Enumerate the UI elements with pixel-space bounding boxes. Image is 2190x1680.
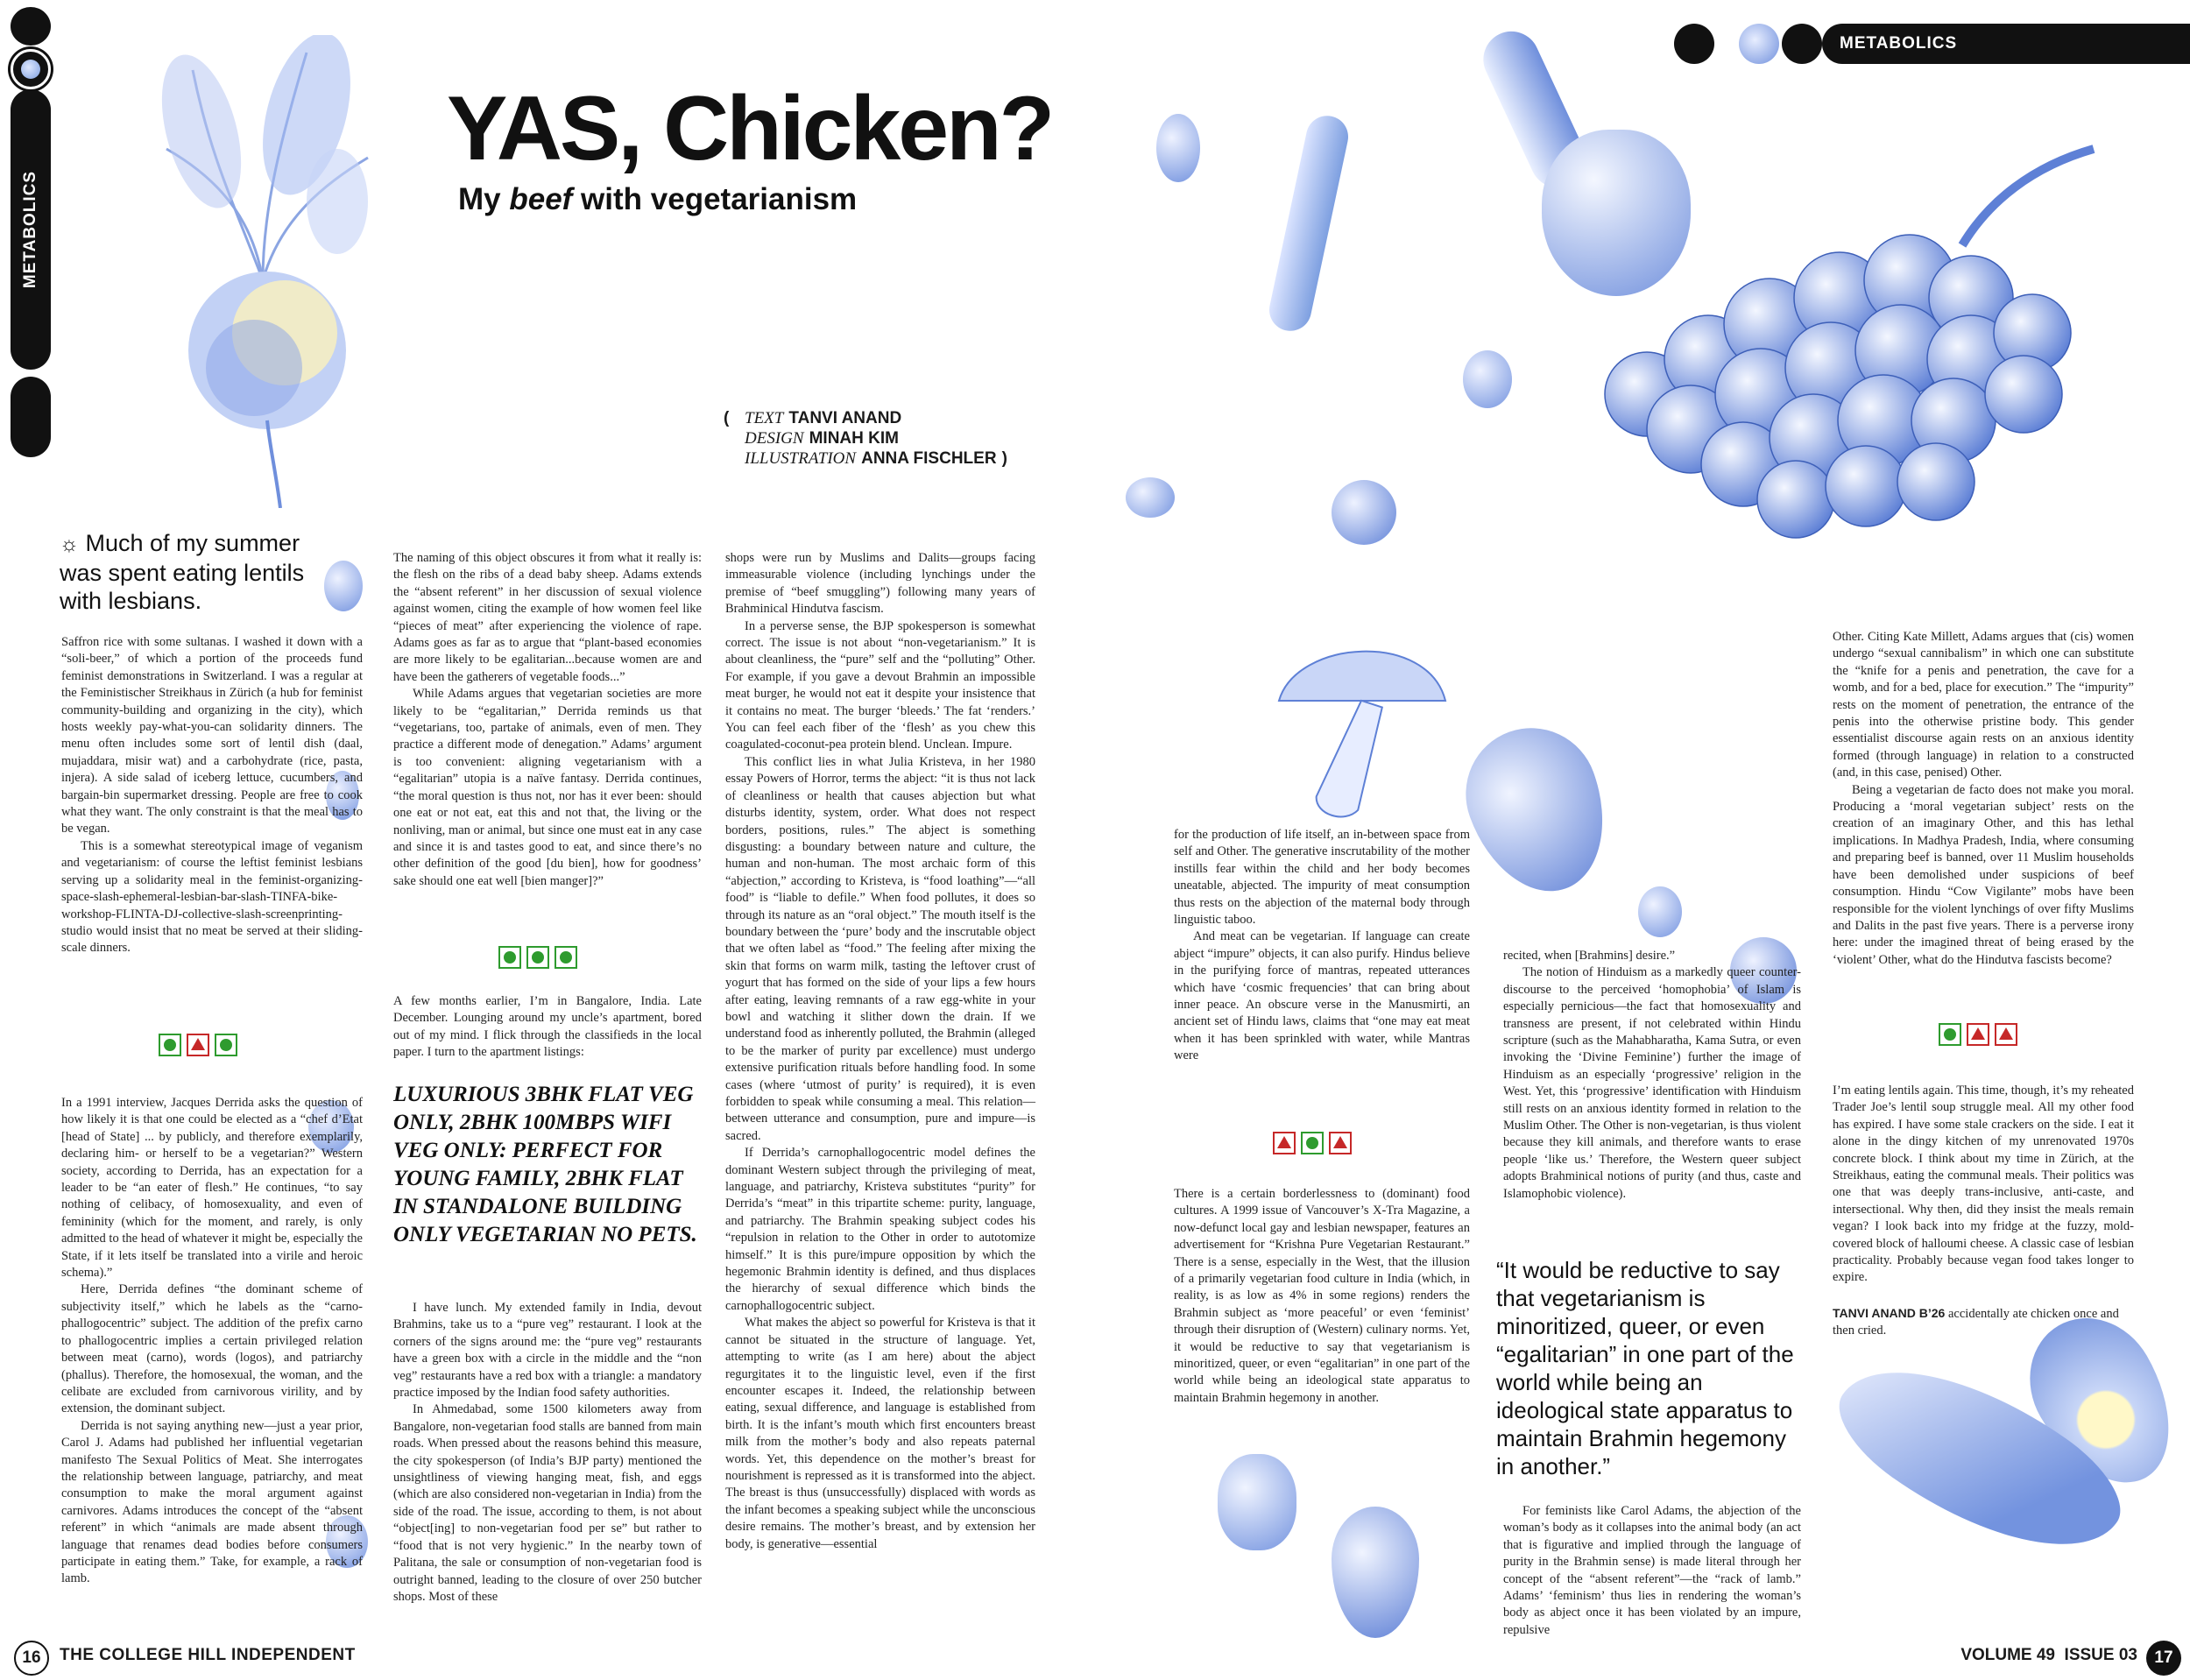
column-2-bottom <box>393 1300 702 1606</box>
lede <box>60 529 340 615</box>
tab-dot-top <box>11 7 51 46</box>
column-2-mid <box>393 993 702 1062</box>
paragraph: I’m eating lentils again. This time, though, it’s my reheated Trader Joe’s lentil soup struggle meal. All my other food has expired. I have some stale crackers on the side. I eat it alone in the dingy kitchen of my unrenovated 1970s concrete block. I think about my time in Zürich, at the Streikhaus, eating the communal meals. Their politics was one that was deeply trans-inclusive, anti-caste, and intersectional. Why then, did they insist the meals remain vegan? I look back into my fridge at the fuzzy, mold-covered block of halloumi cheese. A classic case of lesbian practicality. Probably because vegan food takes longer to expire. <box>1833 1084 2134 1285</box>
article-title: YAS, Chicken? <box>447 78 1053 180</box>
tab-dot-right-1 <box>1674 24 1714 64</box>
paragraph: In a 1991 interview, Jacques Derrida asks the question of how likely it is that one could be elected as a “chef d’Etat [head of State] ... by publicly, and therefore exemplarily, declaring him- or herself to be a vegetarian?” Western society, according to Derrida, has an expectation for a leader to be “an eater of flesh.” He continues, “to say nothing of celibacy, of homosexuality, and even of femininity (which for the moment, and rarely, is only admitted to the head of whatever it might be, especially the State, if it lets itself be translated into a virile and heroic schema).” <box>61 1096 363 1281</box>
paragraph: If Derrida’s carnophallogocentric model defines the dominant Western subject through the privileging of meat, language, and patriarchy, Kristeva substitutes “purity” for Derrida’s “meat” in this tripartite scheme: purity, language, and patriarchy. The Brahmin speaking subject codes his “repulsion in relation to the Other in order to autotomize himself.” It is this pure/impure opposition by which the hegemonic Brahmin identity is defined, and thus displaces the hierarchy of sexual difference which binds the carnophallogocentric subject. <box>725 1146 1035 1313</box>
beet-illustration <box>131 35 394 508</box>
nonveg-symbol-icon <box>1273 1132 1296 1154</box>
veg-symbol-icon <box>555 946 577 969</box>
nonveg-symbol-icon <box>1995 1023 2017 1046</box>
paragraph: And meat can be vegetarian. If language can create abject “impure” objects, it can also purify. Hindus believe in the purifying force of mantras, repeated utterances which have ‘cosmic frequencies’ that can bring about inner peace. An obscure verse in the Manusmirti, an ancient set of Hindu laws, claims that “one may eat meat when it has been sprinkled with water, while Mantras were <box>1174 929 1470 1063</box>
credit-design-name: MINAH KIM <box>809 429 899 448</box>
bean-illustration <box>1126 477 1175 518</box>
lede-text: Much of my summer was spent eating lentils with lesbians. <box>60 530 305 614</box>
bean-illustration <box>1638 886 1682 937</box>
paragraph: The notion of Hinduism as a markedly queer counter-discourse to the perceived ‘homophobia’ of Islam is especially pernicious—the fact that homosexuality and transness are present, if not celebrated within Hindu scripture (such as the Mahabharatha, Kama Sutra, or even invoking the ‘Divine Feminine’) further the image of Hinduism as an especially ‘progressive’ religion in the West. Yet, this ‘progressive’ identification with Hinduism still rests on an anxious identity formed in relation to the Muslim Other. The Other is non-vegetarian, is thus violent because they kill animals, and therefore wants to erase people ‘like us.’ Therefore, the Western queer subject adopts Brahminical notions of purity (and thus, caste and Islamophobic violence). <box>1503 965 1801 1201</box>
paragraph: For feminists like Carol Adams, the abjection of the woman’s body as it collapses into the animal body (an act that is figurative and implied through the language of purity in the Brahmin sense) is made literal through her concept of the “absent referent”—the “rack of lamb.” Adams’ ‘feminism’ thus lies in rendering the woman’s body as abject once it has been violated by an impure, repulsive <box>1503 1504 1801 1637</box>
veg-symbol-icon <box>1939 1023 1961 1046</box>
mushroom-illustration <box>1261 639 1454 832</box>
paragraph: I have lunch. My extended family in India, devout Brahmins, take us to a “pure veg” restaurant. I look at the corners of the signs around me: the “pure veg” restaurants have a green box with a circle in the middle and the “non veg” restaurants have a red box with a triangle: a mandatory practice imposed by the Indian food safety authorities. <box>393 1301 702 1401</box>
blueberry-illustration <box>1332 480 1396 545</box>
column-1-top <box>61 634 363 957</box>
subtitle-post: with vegetarianism <box>572 182 858 216</box>
column-6-bottom <box>1833 1083 2134 1287</box>
column-3 <box>725 550 1035 1553</box>
paragraph: Being a vegetarian de facto does not make you moral. Producing a ‘moral vegetarian subject’ rests on the creation of an imaginary Other, and this has lethal implications. In Madhya Pradesh, India, where consuming and preparing beef is banned, over 11 Muslim households have been demolished under suspicions of beef consumption. Hindu “Cow Vigilante” mobs have been responsible for the violent lynchings of over fifty Muslims and Dalits in the past five years. There is a perverse irony here: under the imagined threat of being erased by the ‘violent’ Other, what do the Hindutva fascists become? <box>1833 782 2134 967</box>
sun-icon: ☼ <box>60 533 79 556</box>
article-subtitle <box>458 182 857 217</box>
paragraph: The naming of this object obscures it from what it really is: the flesh on the ribs of a dead baby sheep. Adams extends the “absent referent” in her discussion of sexual violence against women, citing the example of how women feel like “pieces of meat” after experiencing the violence of rape. Adams goes as far as to argue that “plant-based economies are more likely to be egalitarian...because women are and have been the gatherers of vegetable foods...” <box>393 551 702 684</box>
credit-text-label: TEXT <box>745 409 784 427</box>
credit-illus-name: ANNA FISCHLER <box>861 449 997 468</box>
volume-issue: VOLUME 49 ISSUE 03 <box>1960 1646 2137 1664</box>
paragraph: for the production of life itself, an in-between space from self and Other. The generative inscrutability of the mother instills fear within the child and her body becomes uneatable, abjected. The impurity of meat consumption thus rests on the abjection of the maternal body through linguistic taboo. <box>1174 828 1470 928</box>
section-tab-right <box>1822 24 2190 64</box>
strawberry-illustration <box>1447 709 1628 911</box>
veg-symbol-icon <box>526 946 549 969</box>
food-symbols <box>496 946 580 969</box>
bean-illustration <box>1463 350 1512 408</box>
berry-illustration <box>1218 1454 1296 1550</box>
veg-symbol-icon <box>498 946 521 969</box>
tab-dot-bottom <box>11 377 51 457</box>
tab-dot-right-2 <box>1739 24 1779 64</box>
page-number-right-text: 17 <box>2154 1648 2173 1667</box>
veg-symbol-icon <box>1301 1132 1324 1154</box>
tab-dot-current <box>11 49 51 89</box>
food-symbols <box>156 1034 240 1056</box>
paragraph: Here, Derrida defines “the dominant scheme of subjectivity itself,” which he labels as the “carno-phallogocentric” subject. The addition of the prefix carno to phallogocentric implies a certain privileged relation between meat (carno), words (logos), and patriarchy (phallus). Therefore, the homosexual, the woman, and the celibate are excluded from carnivorous virility, and by extension, the dominant subject. <box>61 1282 363 1416</box>
column-4-top <box>1174 827 1470 1065</box>
page-number-left-text: 16 <box>22 1648 41 1667</box>
column-1-bottom <box>61 1095 363 1588</box>
subtitle-pre: My <box>458 182 510 216</box>
paragraph: This is a somewhat stereotypical image of veganism and vegetarianism: of course the leftist feminist lesbians serving up a solidarity meal in the feminist-organizing-space-slash-ephemeral-lesbian-bar-slash-TINFA-bike-workshop-FLINTA-DJ-collective-slash-screenprinting-studio would insist that no meat be served at their sliding-scale dinners. <box>61 838 363 956</box>
column-5-bottom <box>1503 1503 1801 1639</box>
paragraph: While Adams argues that vegetarian societies are more likely to be “egalitarian,” Derrida reminds us that “vegetarians, too, partake of animals, even of men. They practice a different mode of denegation.” Adams’ argument is too convenient: aligning vegetarianism with a “egalitarian” utopia is a naïve fantasy. Derrida continues, “the moral question is thus not, nor has it ever been: should one eat or not eat, eat this and not that, the living or the nonliving, man or animal, but since one must eat in any case and since it is and tastes good to eat, and since there’s no other definition of the good [du bien], how for goodness’ sake should one eat well [bien manger]?” <box>393 687 702 888</box>
column-5-top <box>1503 948 1801 1203</box>
publication-name: THE COLLEGE HILL INDEPENDENT <box>60 1646 356 1664</box>
credits-close-paren: ) <box>1001 449 1007 468</box>
column-4-bottom <box>1174 1186 1470 1407</box>
section-tab-left <box>11 89 51 370</box>
paragraph: Saffron rice with some sultanas. I washed it down with a “soli-beer,” of which a portion of the proceeds fund feminist demonstrations in Switzerland. I was a regular at the Feministischer Streikhaus in Zürich (a hub for feminist community-building and organizing in the city), which hosts weekly pay-what-you-can solidarity dinners. The menu often includes some sort of lentil dish (daal, mujaddara, misir wat) and a carbohydrate (rice, pasta, injera). A side salad of iceberg lettuce, cucumbers, and bargain-bin supermarket dressing. People are free to cook what they want. The only constraint is that the meal has to be vegan. <box>61 635 363 836</box>
section-tab-right-label: METABOLICS <box>1840 34 1958 53</box>
paragraph: In Ahmedabad, some 1500 kilometers away from Bangalore, non-vegetarian food stalls are banned from main roads. When pressed about the reasons behind this measure, the city spokesperson (of India’s BJP party) mentioned the unsightliness of viewing hanging meat, fish, and eggs (which are also considered non-vegetarian in India) from the side of the road. The issue, according to them, is not about “object[ing] to non-vegetarian food per se” but rather to “food that is not very hygienic.” In the nearby town of Palitana, the sale or consumption of non-vegetarian food is outright banned, leading to the closure of over 250 butcher shops. Most of these <box>393 1402 702 1604</box>
grapes-illustration <box>1577 131 2120 569</box>
paragraph: A few months earlier, I’m in Bangalore, India. Late December. Lounging around my uncle’s apartment, bored out of my mind. I flick through the classifieds in the local paper. I turn to the apartment listings: <box>393 994 702 1060</box>
paragraph: recited, when [Brahmins] desire.” <box>1503 949 1676 963</box>
paragraph: This conflict lies in what Julia Kristeva, in her 1980 essay Powers of Horror, terms the abject: “it is thus not lack of cleanliness or health that causes abjection but what disturbs identity, system, order. What does not respect borders, positions, rules.” The abject is something disgusting: a boundary between nature and culture, the human and non-human. The most archaic form of this “abjection,” according to Kristeva, is “food loathing”—“all food” is “liable to defile.” When food pollutes, it does so through its nature as an “oral object.” The mouth itself is the boundary between the ‘pure’ body and the inscrutable object that we often label as “food.” The feeling after mixing the skin that forms on warm milk, tasting the leftover crust of yogurt that has formed on the side of your lips a few hours after eating, leaving remnants of a raw egg-white in your bowl and watching it slither down the drain. If we understand food as inherently polluted, the Brahmin (alleged to be the marker of purity par excellence) must undergo extensive purification rituals before handling food. In some cases (where ‘utmost of purity’ is required), it is even forbidden to speak while consuming a meal. This relation—between utterance and consumption, pure and impure—is sacred. <box>725 754 1035 1143</box>
section-tab-label: METABOLICS <box>21 170 39 289</box>
credits-block <box>724 408 1007 469</box>
credit-text-name: TANVI ANAND <box>788 409 902 427</box>
paragraph: What makes the abject so powerful for Kristeva is that it cannot be situated in the structure of language. Yet, attempting to write (as I am here) about the abject regurgitates it to the linguistic level, even if the first encounter escapes it. Indeed, the relationship between eating, sexual difference, and language is established from birth. It is the infant’s mouth which first encounters breast milk from the mother’s body and also repeats paternal words. Yet, this dependence on the mother’s breast for nourishment is repressed as it is transformed into the abject. The breast is thus (unsuccessfully) displaced with words as the infant becomes a speaking subject while the unconscious desire remains. The mother’s breast, and by extension her body, is generative—essential <box>725 1316 1035 1551</box>
strawberry-illustration <box>1332 1507 1419 1638</box>
credit-design-label: DESIGN <box>745 429 804 448</box>
paragraph: Other. Citing Kate Millett, Adams argues that (cis) women undergo “sexual cannibalism” in which one can substitute the “knife for a penis and penetration, the cave for a womb, and for a bed, place for execution.” The “impurity” rests on the moment of penetration, the entrance of the penis into the otherwise pristine body. This gender essentialist discourse again rests on an anxious identity formed (through language) in relation to a constructed (and, in this case, penised) Other. <box>1833 630 2134 780</box>
author-bio-name: TANVI ANAND B’26 <box>1833 1306 1946 1320</box>
bean-illustration <box>1156 114 1200 182</box>
author-bio-text: accidentally ate chicken once and then cried. <box>1833 1307 2119 1338</box>
paragraph: In a perverse sense, the BJP spokesperson is somewhat correct. The issue is not about “non-vegetarianism.” It is about cleanliness, the “pure” self and the “polluting” Other. For example, if you gave a devout Brahmin an impossible meat burger, he would not eat it despite your insistence that it contains no meat. The burger ‘bleeds.’ The fat ‘renders.’ You can feel each fiber of the ‘flesh’ as you chew this coagulated-coconut-pea protein blend. Unclean. Impure. <box>725 618 1035 752</box>
page-number-left <box>14 1641 49 1676</box>
page-number-right <box>2146 1641 2181 1676</box>
pull-quote: “It would be reductive to say that vegetarianism is minoritized, queer, or even “egalitarian” in one part of the world while being an ideological state apparatus to maintain Brahmin hegemony in another.” <box>1496 1257 1794 1479</box>
food-symbols <box>1270 1132 1354 1154</box>
nonveg-symbol-icon <box>1967 1023 1989 1046</box>
credit-illus-label: ILLUSTRATION <box>745 449 857 468</box>
veg-symbol-icon <box>215 1034 237 1056</box>
credits-open-paren: ( <box>724 409 730 427</box>
peapod-illustration <box>1266 112 1353 335</box>
classified-listing: LUXURIOUS 3BHK FLAT VEG ONLY, 2BHK 100MBPS WIFI VEG ONLY: PERFECT FOR YOUNG FAMILY, 2BHK FLAT IN STANDALONE BUILDING ONLY VEGETARIAN NO PETS. <box>393 1083 697 1246</box>
column-2-top <box>393 550 702 890</box>
paragraph: shops were run by Muslims and Dalits—groups facing immeasurable violence (including lynchings under the premise of “beef smuggling”) following many years of Brahminical Hindutva fascism. <box>725 551 1035 617</box>
nonveg-symbol-icon <box>187 1034 209 1056</box>
tab-dot-right-3 <box>1782 24 1822 64</box>
nonveg-symbol-icon <box>1329 1132 1352 1154</box>
author-bio <box>1833 1305 2134 1340</box>
paragraph: Derrida is not saying anything new—just a year prior, Carol J. Adams had published her influential vegetarian manifesto The Sexual Politics of Meat. She interrogates the relationship between language, patriarchy, and meat consumption to make the moral argument against carnivores. Adams introduces the concept of the “absent referent” in which “animals are made absent through language that renames dead bodies before consumers participate in eating them.” Take, for example, a rack of lamb. <box>61 1418 363 1586</box>
subtitle-emphasis: beef <box>509 182 573 216</box>
paragraph: There is a certain borderlessness to (dominant) food cultures. A 1999 issue of Vancouver’s X-Tra Magazine, a now-defunct local gay and lesbian newspaper, features an advertisement for “Krishna Pure Vegetarian Restaurant.” There is a sense, especially in the West, that the illusion of a primarily vegetarian food culture in India (which, in reality, is as low as 4% in some regions) renders the Brahmin subject as ‘more peaceful’ or even ‘feminist’ through their disruption of (Western) culinary norms. Yet, it would be reductive to say that vegetarianism is minoritized, queer, or even “egalitarian” in one part of the world while being an ideological state apparatus to maintain Brahmin hegemony in another. <box>1174 1187 1470 1405</box>
food-symbols <box>1936 1023 2020 1046</box>
column-6-top <box>1833 629 2134 969</box>
veg-symbol-icon <box>159 1034 181 1056</box>
